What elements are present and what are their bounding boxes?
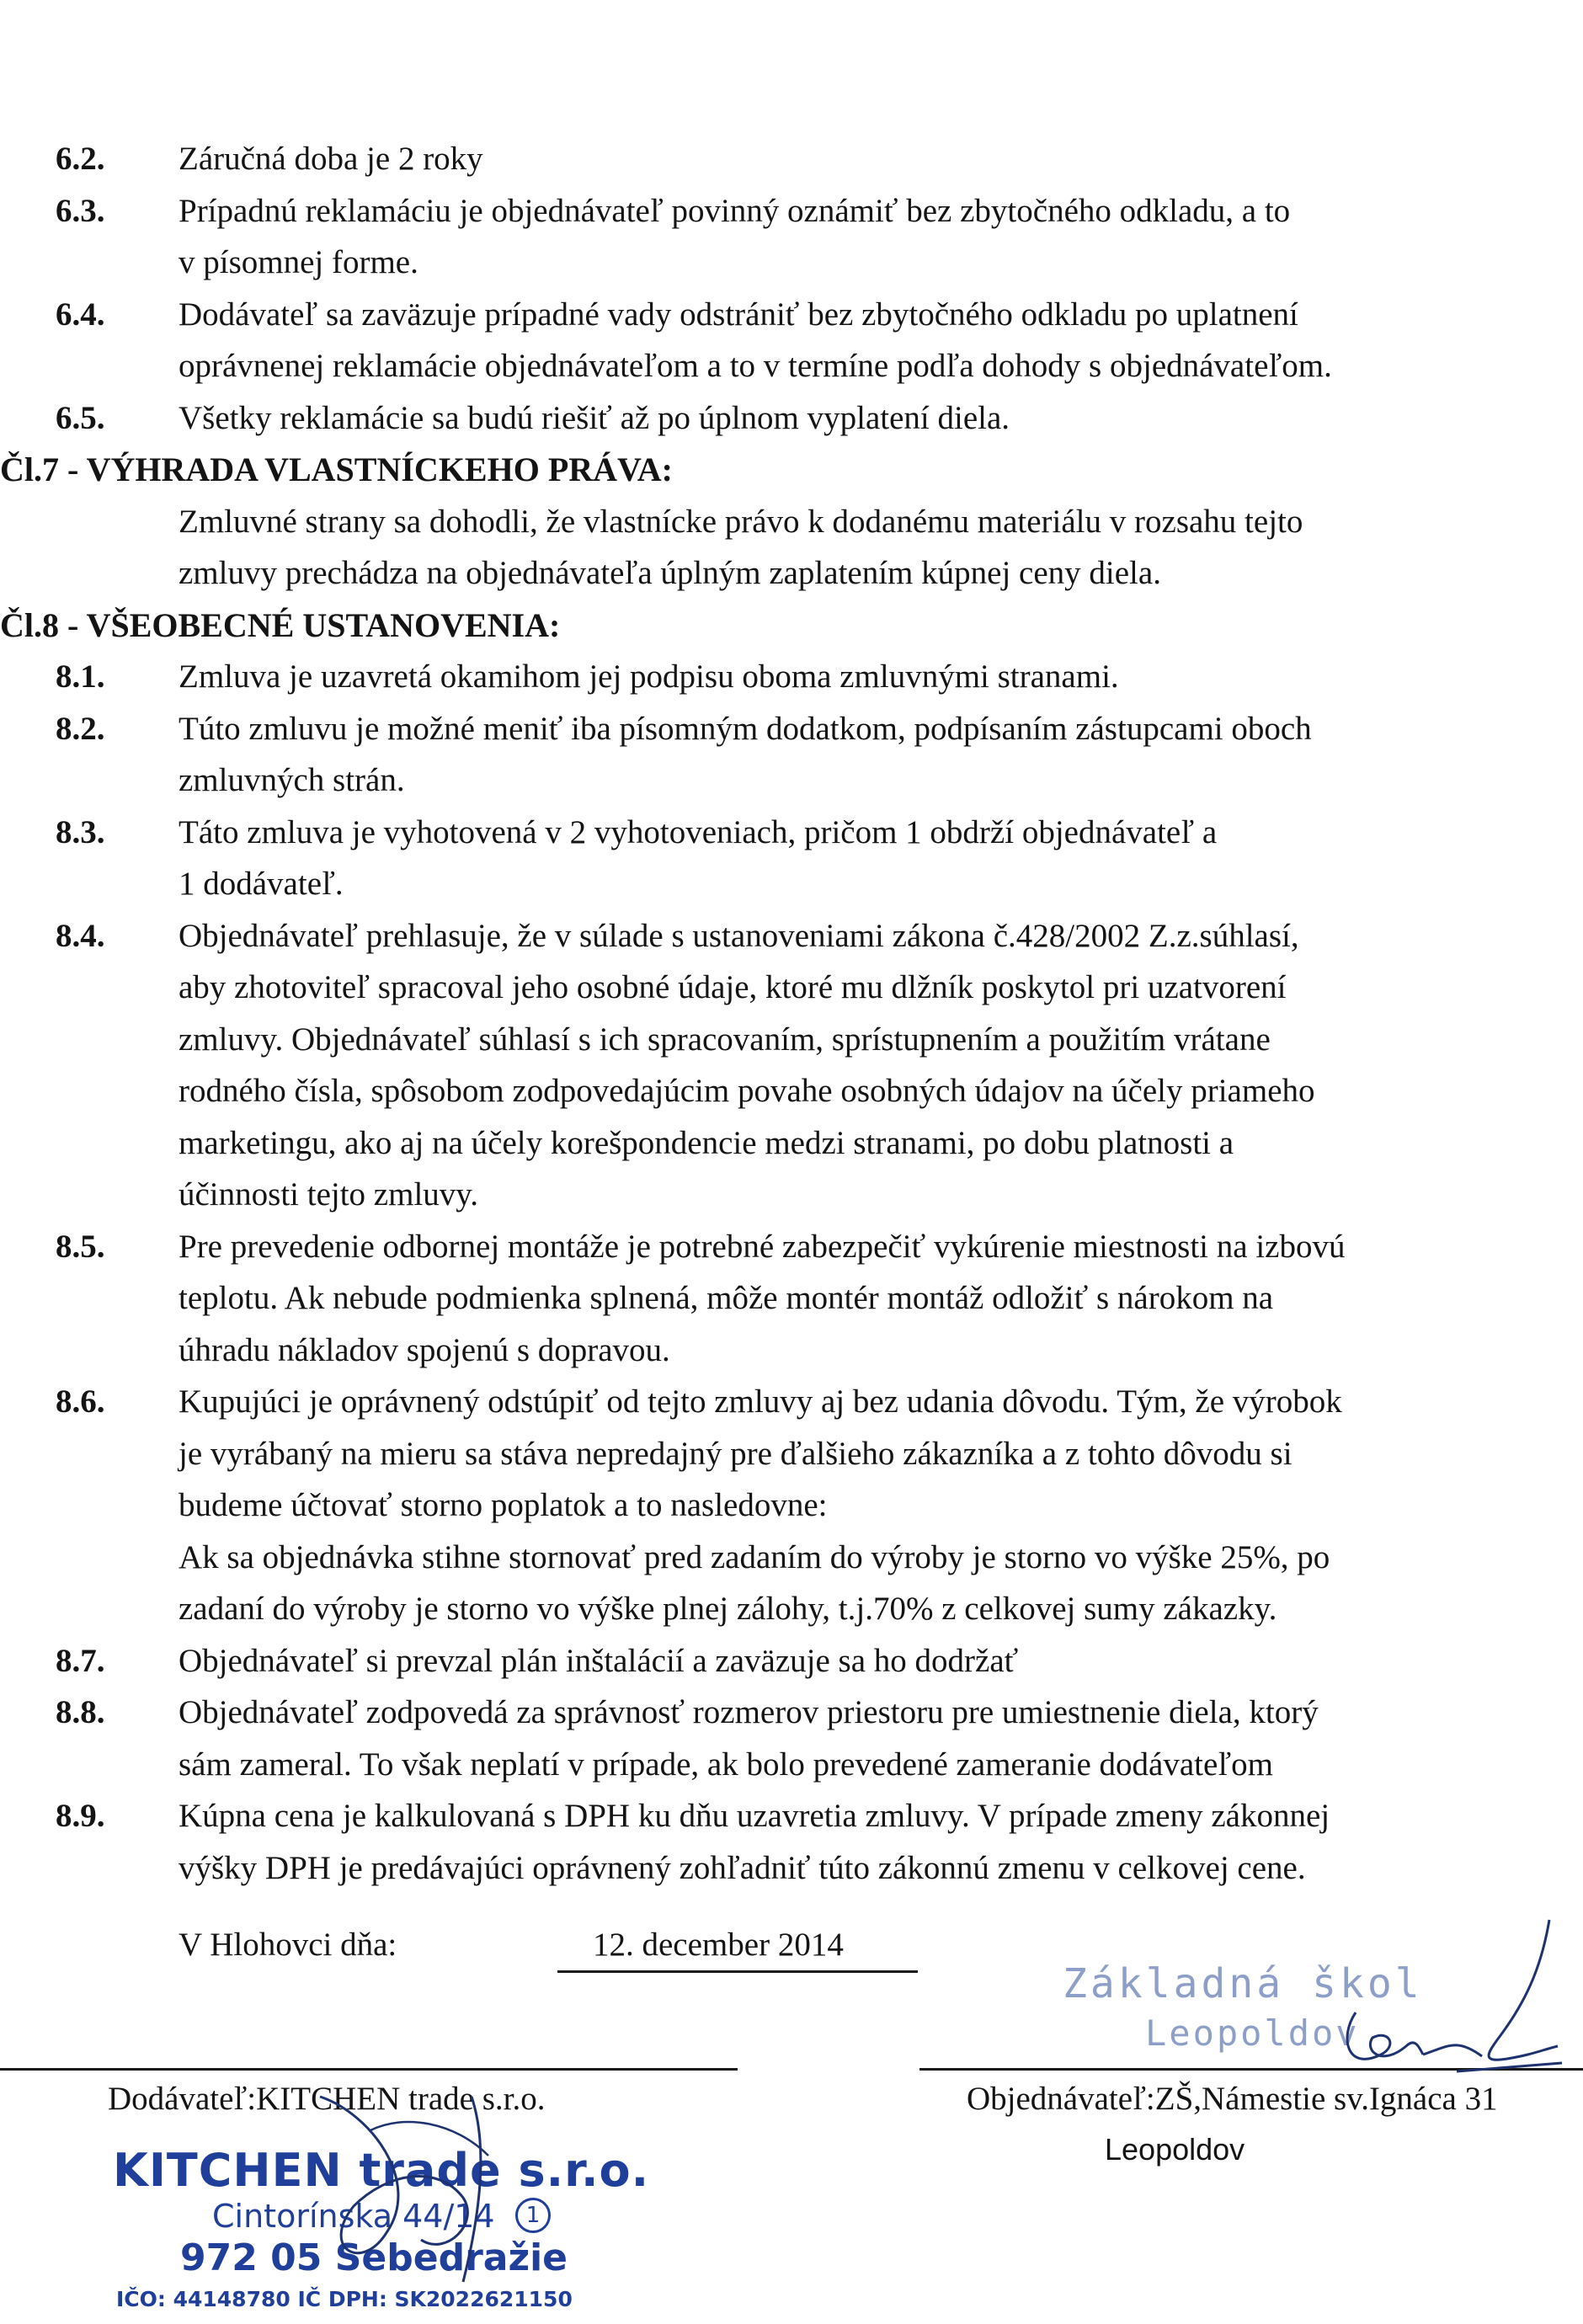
clause-number: 6.5. [56, 399, 105, 436]
clause-line: zmluvy prechádza na objednávateľa úplným zaplatením kúpnej ceny diela. [179, 555, 1161, 591]
kitchen-stamp-badge: 1 [515, 2198, 551, 2233]
date-value: 12. december 2014 [593, 1927, 844, 1963]
clause-number: 8.6. [56, 1383, 105, 1420]
clause-line: Túto zmluvu je možné meniť iba písomným dodatkom, podpísaním zástupcami oboch [179, 710, 1312, 747]
clause-line: budeme účtovať storno poplatok a to nasledovne: [179, 1487, 828, 1523]
clause-number: 8.7. [56, 1642, 105, 1679]
date-underline [557, 1970, 918, 1973]
clause-line: teplotu. Ak nebude podmienka splnená, môže montér montáž odložiť s nárokom na [179, 1280, 1274, 1316]
clause-line: sám zameral. To však neplatí v prípade, ak bolo prevedené zameranie dodávateľom [179, 1746, 1273, 1783]
supplier-signature [269, 2080, 589, 2299]
clause-number: 8.1. [56, 658, 105, 695]
kitchen-stamp-name: KITCHEN trade s.r.o. [113, 2144, 650, 2197]
clause-line: marketingu, ako aj na účely korešpondencie medzi stranami, po dobu platnosti a [179, 1124, 1234, 1161]
clause-number: 8.9. [56, 1798, 105, 1834]
clause-number: 8.4. [56, 917, 105, 954]
clause-line: Objednávateľ si prevzal plán inštalácií a zaväzuje sa ho dodržať [179, 1642, 1019, 1679]
place-label: V Hlohovci dňa: [179, 1927, 397, 1963]
clause-line: účinnosti tejto zmluvy. [179, 1176, 479, 1213]
clause-line: Objednávateľ zodpovedá za správnosť rozmerov priestoru pre umiestnenie diela, ktorý [179, 1694, 1319, 1730]
buyer-city: Leopoldov [1105, 2132, 1245, 2167]
clause-number: 6.4. [56, 296, 105, 333]
clause-number: 8.2. [56, 710, 105, 747]
kitchen-stamp-ids: IČO: 44148780 IČ DPH: SK2022621150 [116, 2287, 573, 2311]
clause-line: oprávnenej reklamácie objednávateľom a to v termíne podľa dohody s objednávateľom. [179, 348, 1332, 384]
supplier-signature-line [0, 2068, 738, 2071]
clause-line: Kúpna cena je kalkulovaná s DPH ku dňu uzavretia zmluvy. V prípade zmeny zákonnej [179, 1798, 1330, 1834]
clause-number: 8.3. [56, 813, 105, 850]
kitchen-stamp-city: 972 05 Sebedražie [180, 2236, 568, 2279]
clause-line: Prípadnú reklamáciu je objednávateľ povinný oznámiť bez zbytočného odkladu, a to [179, 192, 1291, 229]
clause-number: 8.5. [56, 1228, 105, 1265]
section-heading: Čl.8 - VŠEOBECNÉ USTANOVENIA: [0, 605, 561, 644]
clause-line: rodného čísla, spôsobom zodpovedajúcim povahe osobných údajov na účely priameho [179, 1073, 1315, 1109]
clause-line: v písomnej forme. [179, 244, 418, 280]
clause-number: 8.8. [56, 1694, 105, 1730]
clause-line: aby zhotoviteľ spracoval jeho osobné údaje, ktoré mu dlžník poskytol pri uzatvorení [179, 969, 1287, 1005]
kitchen-stamp-street: Cintorínska 44/14 [212, 2198, 495, 2235]
clause-line: Pre prevedenie odbornej montáže je potrebné zabezpečiť vykúrenie miestnosti na izbovú [179, 1228, 1346, 1265]
clause-line: Táto zmluva je vyhotovená v 2 vyhotoveniach, pričom 1 obdrží objednávateľ a [179, 813, 1218, 850]
clause-line: zmluvy. Objednávateľ súhlasí s ich spracovaním, sprístupnením a použitím vrátane [179, 1021, 1271, 1058]
clause-line: Všetky reklamácie sa budú riešiť až po úplnom vyplatení diela. [179, 399, 1010, 436]
buyer-signature [1288, 1911, 1575, 2080]
clause-line: Objednávateľ prehlasuje, že v súlade s ustanoveniami zákona č.428/2002 Z.z.súhlasí, [179, 917, 1299, 954]
clause-line: úhradu nákladov spojenú s dopravou. [179, 1331, 670, 1368]
clause-line: je vyrábaný na mieru sa stáva nepredajný pre ďalšieho zákazníka a z tohto dôvodu si [179, 1435, 1293, 1472]
clause-line: Zmluvné strany sa dohodli, že vlastnícke právo k dodanému materiálu v rozsahu tejto [179, 503, 1303, 540]
clause-line: zmluvných strán. [179, 762, 405, 798]
supplier-label: Dodávateľ:KITCHEN trade s.r.o. [108, 2081, 546, 2117]
clause-line: Ak sa objednávka stihne stornovať pred zadaním do výroby je storno vo výške 25%, po [179, 1538, 1330, 1575]
section-heading: Čl.7 - VÝHRADA VLASTNÍCKEHO PRÁVA: [0, 450, 673, 488]
school-stamp-line1: Základná škol [1063, 1960, 1423, 2007]
school-stamp-line2: Leopoldov [1145, 2012, 1360, 2054]
clause-line: zadaní do výroby je storno vo výške plnej zálohy, t.j.70% z celkovej sumy zákazky. [179, 1591, 1277, 1627]
clause-line: Dodávateľ sa zaväzuje prípadné vady odstrániť bez zbytočného odkladu po uplatnení [179, 296, 1298, 333]
buyer-label: Objednávateľ:ZŠ,Námestie sv.Ignáca 31 [967, 2081, 1498, 2117]
clause-line: Kupujúci je oprávnený odstúpiť od tejto zmluvy aj bez udania dôvodu. Tým, že výrobok [179, 1383, 1342, 1420]
clause-number: 6.2. [56, 141, 105, 177]
clause-line: 1 dodávateľ. [179, 866, 344, 902]
clause-line: Záručná doba je 2 roky [179, 141, 483, 177]
clause-line: Zmluva je uzavretá okamihom jej podpisu oboma zmluvnými stranami. [179, 658, 1119, 695]
clause-line: výšky DPH je predávajúci oprávnený zohľadniť túto zákonnú zmenu v celkovej cene. [179, 1849, 1306, 1886]
clause-number: 6.3. [56, 192, 105, 229]
